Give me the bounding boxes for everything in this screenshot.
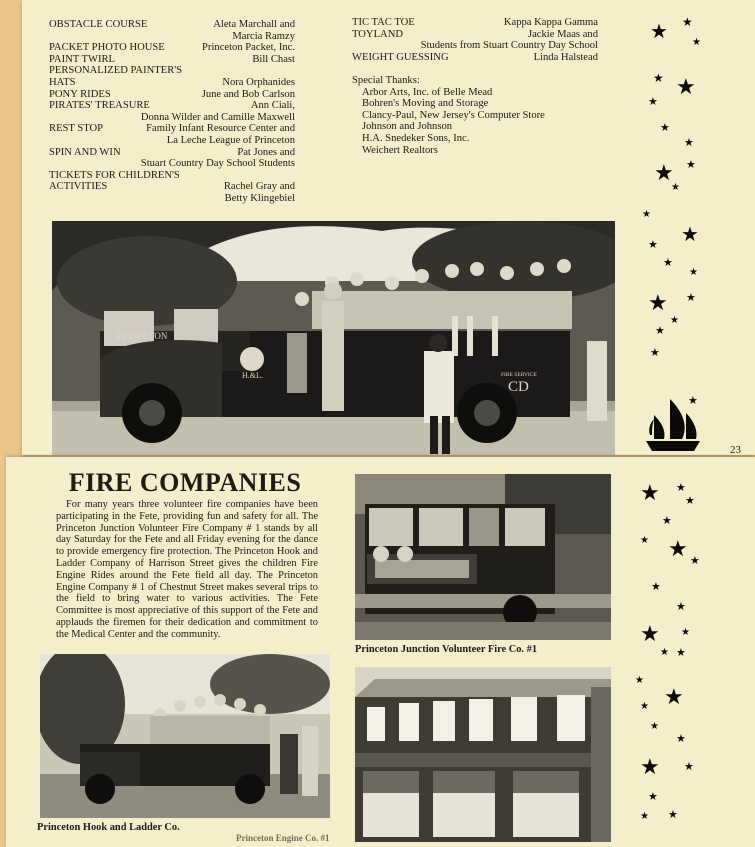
credit-activity: TOYLAND — [352, 28, 404, 40]
credits-left-column — [49, 19, 295, 205]
credit-activity: OBSTACLE COURSE — [49, 19, 148, 30]
star-icon: ★ — [660, 122, 670, 134]
star-icon: ★ — [663, 257, 673, 269]
special-thanks-item: Arbor Arts, Inc. of Belle Mead — [362, 86, 493, 98]
star-icon: ★ — [664, 684, 684, 709]
star-icon: ★ — [640, 811, 649, 822]
star-icon: ★ — [635, 675, 644, 686]
credit-volunteer: Ann Ciali, — [250, 100, 295, 112]
star-icon: ★ — [689, 267, 698, 278]
star-icon: ★ — [676, 601, 686, 613]
star-icon: ★ — [640, 754, 660, 779]
star-icon: ★ — [668, 809, 678, 821]
star-icon: ★ — [671, 182, 680, 193]
credit-activity: TIC TAC TOE — [352, 17, 415, 28]
credit-activity: PERSONALIZED PAINTER'S — [49, 65, 183, 77]
credit-row — [49, 42, 295, 54]
credit-activity: REST STOP — [49, 123, 104, 135]
star-icon: ★ — [681, 224, 699, 246]
section-title: FIRE COMPANIES — [68, 468, 302, 497]
star-icon: ★ — [648, 96, 658, 108]
star-icon: ★ — [676, 733, 686, 745]
credit-activity: PONY RIDES — [49, 88, 111, 100]
credits-right-column — [352, 17, 598, 63]
credit-row — [49, 54, 295, 66]
star-icon: ★ — [668, 536, 688, 561]
special-thanks-item: Johnson and Johnson — [362, 121, 453, 133]
star-icon: ★ — [682, 15, 693, 29]
truck-name-text: PRINCETON — [117, 331, 168, 341]
star-icon: ★ — [654, 160, 674, 185]
credit-row — [352, 29, 598, 41]
credit-activity: TICKETS FOR CHILDREN'S — [49, 169, 180, 181]
star-icon: ★ — [640, 535, 649, 546]
star-icon: ★ — [686, 292, 696, 304]
star-icon: ★ — [653, 71, 664, 85]
star-icon: ★ — [692, 37, 701, 48]
truck-service-text: FIRE SERVICE — [501, 372, 537, 378]
star-icon: ★ — [688, 395, 698, 407]
credit-row — [49, 19, 295, 31]
star-icon: ★ — [662, 515, 672, 527]
body-text: For many years three volunteer fire companies have been participating in the Fete, providing fun and safety for all. The Princeton Junction Volunteer Fire Company # 1 stands by all day Saturday for the Fete and all Friday evening for the dance to provide emergency fire protection. The Princeton Hook and Ladder Company of Harrison Street gives the children Fire Engine Rides around the Fete field all day. The Princeton Engine Company # 1 of Chestnut Street makes several trips to the field to bring water to various activities. The Fete Committee is most appreciative of this support of the Fete and applauds the firemen for their dedication and commitment to the Medical Center and the community. — [56, 499, 318, 640]
credit-activity: PACKET PHOTO HOUSE — [49, 42, 165, 54]
special-thanks-heading: Special Thanks: — [352, 75, 420, 86]
credit-row — [352, 52, 598, 64]
star-icon: ★ — [676, 74, 696, 99]
photo-fire-engine-ride — [52, 221, 615, 455]
star-icon: ★ — [640, 621, 660, 646]
credit-activity: SPIN AND WIN — [49, 146, 121, 158]
credit-volunteer: Princeton Packet, Inc. — [202, 42, 295, 54]
star-icon: ★ — [642, 209, 651, 220]
credit-volunteer: Jackie Maas and — [527, 28, 598, 40]
special-thanks-item: Bohren's Moving and Storage — [362, 98, 489, 110]
credit-activity: PAINT TWIRL — [49, 53, 116, 65]
star-icon: ★ — [684, 761, 694, 773]
credit-volunteer: Pat Jones and — [237, 146, 295, 158]
credit-volunteer: June and Bob Carlson — [201, 88, 295, 100]
star-icon: ★ — [655, 325, 665, 337]
star-icon: ★ — [660, 647, 669, 658]
star-icon: ★ — [640, 701, 649, 712]
caption-engine-company: Princeton Engine Co. #1 — [236, 833, 330, 843]
credit-volunteer: Nora Orphanides — [222, 76, 295, 88]
star-icon: ★ — [670, 315, 679, 326]
credit-row — [49, 89, 295, 101]
credit-volunteer: Students from Stuart Country Day School — [420, 40, 598, 52]
caption-junction: Princeton Junction Volunteer Fire Co. #1 — [355, 644, 538, 655]
page-number: 23 — [730, 444, 741, 456]
special-thanks — [352, 65, 612, 156]
credit-volunteer: Betty Klingebiel — [224, 192, 295, 204]
photo-engine-company-building — [355, 667, 611, 842]
credit-volunteer: Bill Chast — [252, 53, 295, 65]
star-icon: ★ — [650, 721, 659, 732]
star-icon: ★ — [686, 159, 696, 171]
credit-volunteer: Linda Halstead — [533, 51, 598, 63]
credit-row — [49, 123, 295, 135]
star-icon: ★ — [681, 627, 690, 638]
credit-row — [352, 17, 598, 29]
photo-hook-and-ladder — [40, 654, 330, 818]
star-icon: ★ — [640, 480, 660, 505]
credit-row — [49, 100, 295, 112]
credit-row — [49, 170, 295, 182]
caption-hook-and-ladder: Princeton Hook and Ladder Co. — [37, 822, 180, 833]
credit-volunteer: Donna Wilder and Camille Maxwell — [140, 111, 295, 123]
star-icon: ★ — [690, 555, 700, 567]
star-icon: ★ — [650, 347, 660, 359]
credit-activity: WEIGHT GUESSING — [352, 51, 449, 63]
special-thanks-item: Clancy-Paul, New Jersey's Computer Store — [362, 109, 545, 121]
credit-activity: HATS — [49, 76, 76, 88]
credit-volunteer: Marcia Ramzy — [232, 30, 295, 42]
star-icon: ★ — [650, 21, 668, 43]
special-thanks-item: Weichert Realtors — [362, 144, 438, 156]
star-icon: ★ — [684, 137, 694, 149]
star-icon: ★ — [676, 647, 686, 659]
star-icon: ★ — [648, 239, 658, 251]
credit-volunteer: Kappa Kappa Gamma — [503, 17, 598, 28]
credit-activity: ACTIVITIES — [49, 181, 108, 193]
star-icon: ★ — [685, 495, 695, 507]
truck-door-text: H.&L. — [242, 371, 263, 380]
credit-row — [49, 65, 295, 77]
credit-activity: PIRATES' TREASURE — [49, 100, 150, 112]
star-icon: ★ — [648, 290, 668, 315]
credit-volunteer: Aleta Marchall and — [213, 19, 295, 30]
star-icon: ★ — [651, 581, 661, 593]
credit-row — [49, 77, 295, 89]
star-icon: ★ — [648, 791, 658, 803]
photo-junction-fire-truck — [355, 474, 611, 640]
credit-volunteer: Stuart Country Day School Students — [140, 158, 295, 170]
truck-side-text: CD — [508, 379, 529, 395]
credit-volunteer: Rachel Gray and — [223, 181, 295, 193]
special-thanks-item: H.A. Snedeker Sons, Inc. — [362, 132, 470, 144]
credit-row — [49, 181, 295, 193]
credit-volunteer: La Leche League of Princeton — [166, 134, 295, 146]
star-icon: ★ — [676, 482, 686, 494]
credit-volunteer: Family Infant Resource Center and — [146, 123, 295, 135]
credit-row — [49, 147, 295, 159]
